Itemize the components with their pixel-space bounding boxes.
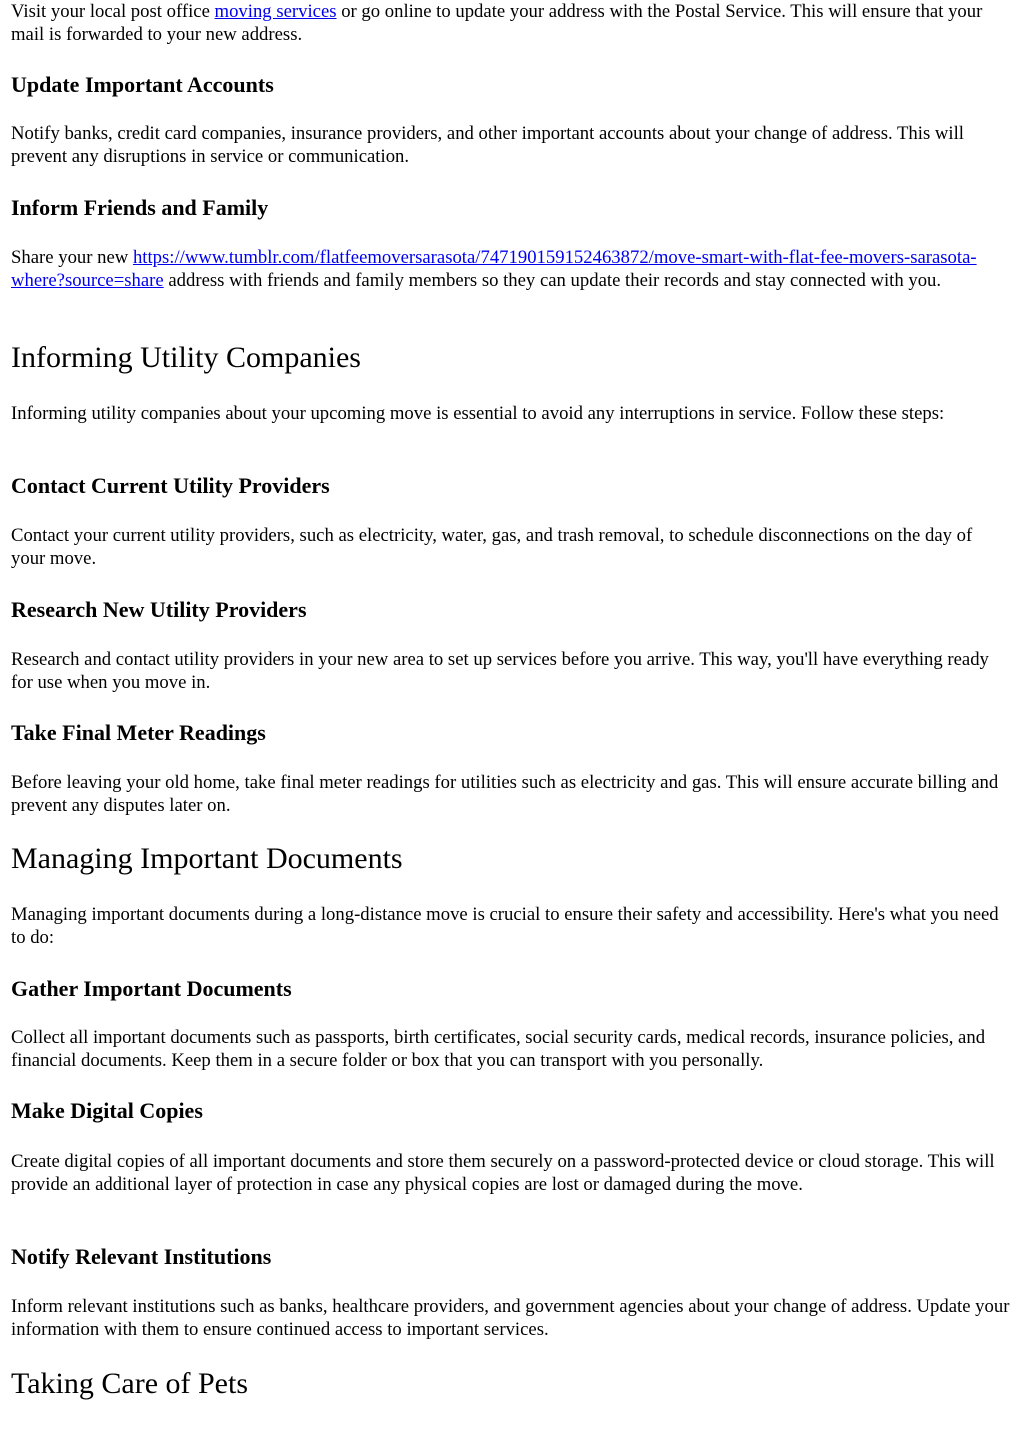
paragraph-research-utility [11,648,1011,695]
paragraph-text: Create digital copies of all important documents and store them securely on a password-protected device or cloud storage. This will provide an additional layer of protection in case any physical copies are lost or damaged during the move. [11,1151,995,1196]
heading-managing-important-documents: Managing Important Documents [11,842,403,875]
heading-taking-care-of-pets: Taking Care of Pets [11,1367,249,1400]
paragraph-text: Managing important documents during a long-distance move is crucial to ensure their safety and accessibility. Here's what you need to do: [11,904,999,949]
heading-take-final-meter-readings: Take Final Meter Readings [11,720,266,745]
paragraph-text: Share your new [11,247,133,268]
paragraph-post-office [11,0,1011,47]
paragraph-inform-friends [11,246,1011,293]
paragraph-text: Inform relevant institutions such as banks, healthcare providers, and government agencies about your change of address. Update your information with them to ensure continued access to important services. [11,1296,1010,1341]
paragraph-text: Before leaving your old home, take final meter readings for utilities such as electricity and gas. This will ensure accurate billing and prevent any disputes later on. [11,772,999,817]
heading-inform-friends-family: Inform Friends and Family [11,195,269,220]
paragraph-text: Notify banks, credit card companies, insurance providers, and other important accounts about your change of address. This will prevent any disruptions in service or communication. [11,123,964,168]
paragraph-text: or go online to update your address with the Postal Service. This will ensure that your mail is forwarded to your new address. [11,1,983,46]
paragraph-meter-readings [11,771,1011,818]
paragraph-notify-institutions [11,1295,1011,1342]
paragraph-text: Collect all important documents such as passports, birth certificates, social security cards, medical records, insurance policies, and financial documents. Keep them in a secure folder or box that you can transport with you personally. [11,1027,986,1072]
paragraph-text: Informing utility companies about your upcoming move is essential to avoid any interruptions in service. Follow these steps: [11,403,945,424]
paragraph-update-accounts [11,122,1011,169]
heading-make-digital-copies: Make Digital Copies [11,1098,203,1123]
paragraph-text: Research and contact utility providers in your new area to set up services before you arrive. This way, you'll have everything ready for use when you move in. [11,649,989,694]
heading-contact-current-utility-providers: Contact Current Utility Providers [11,473,330,498]
tumblr-link[interactable]: https://www.tumblr.com/flatfeemoversarasota/747190159152463872/move-smart-with-flat-fee-movers-sarasota-where?source=share [11,247,977,292]
heading-gather-important-documents: Gather Important Documents [11,976,292,1001]
moving-services-link[interactable]: moving services [214,1,337,22]
paragraph-documents-intro [11,903,1011,950]
paragraph-text: Visit your local post office [11,1,215,22]
paragraph-digital-copies [11,1150,1011,1197]
paragraph-utility-intro [11,402,1011,425]
heading-update-important-accounts: Update Important Accounts [11,72,274,97]
heading-informing-utility-companies: Informing Utility Companies [11,341,361,374]
heading-research-new-utility-providers: Research New Utility Providers [11,597,307,622]
paragraph-text: Contact your current utility providers, such as electricity, water, gas, and trash removal, to schedule disconnections on the day of your move. [11,525,973,570]
paragraph-gather-documents [11,1026,1011,1073]
heading-notify-relevant-institutions: Notify Relevant Institutions [11,1244,272,1269]
paragraph-contact-utility [11,524,1011,571]
paragraph-text: address with friends and family members so they can update their records and stay connected with you. [163,270,942,292]
